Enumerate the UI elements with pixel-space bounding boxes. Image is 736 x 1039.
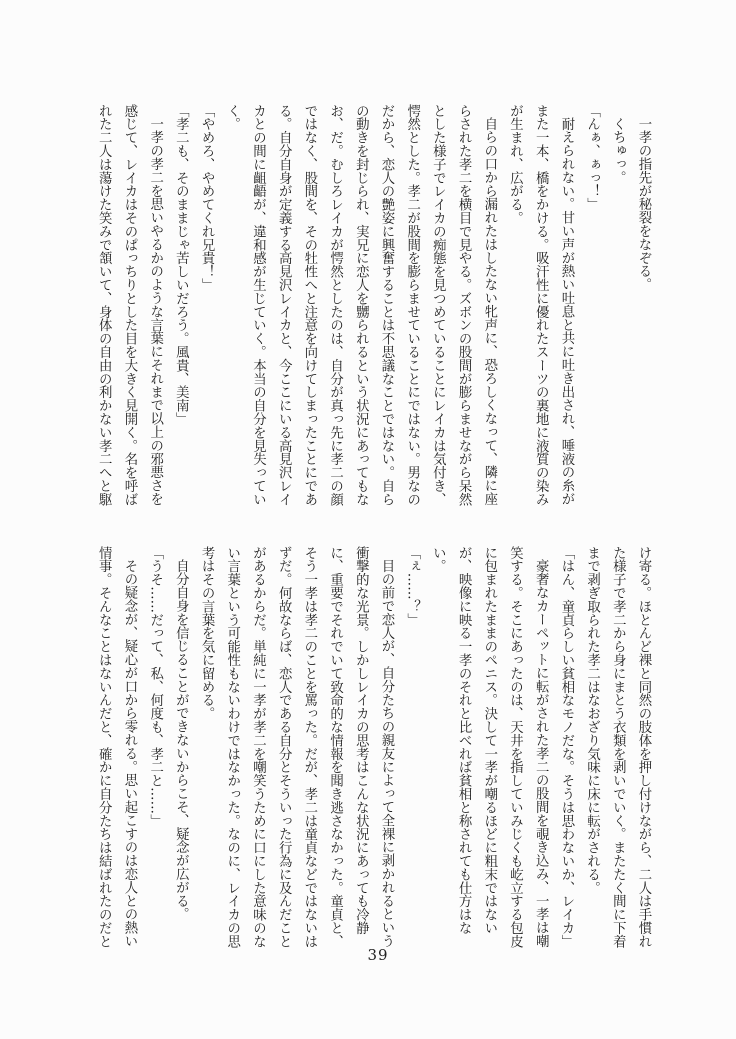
page-number: 39 [367,946,389,964]
paragraph: 一孝の孝二を思いやるかのような言葉にそれまで以上の邪悪さを感じて、レイカはそのぱっちりとした目を大きく見開く。名を呼ばれた二人は蕩けた笑みで頷いて、身体の自由の利かない孝二へと駆 [96,104,163,506]
paragraph: 耐えられない。甘い声が熱い吐息と共に吐き出され、唾液の糸がまた一本、橋をかける。吸汗性に優れたスーツの裏地に液質の染みが生まれ、広がる。 [507,104,574,506]
paragraph: 自らの口から漏れたはしたない牝声に、恐ろしくなって、隣に座らされた孝二を横目で見やる。ズボンの股間が膨らませながら呆然とした様子でレイカの痴態を見つめていることにレイカは気付き、愕然とした。孝二が股間を膨らませていることにではない。男なのだから、恋人の艶姿に興奮することは不思議なことではない。自らの動きを封じられ、実兄に恋人を嬲られるという状況にあってもなお、だ。むしろレイカが愕然としたのは、自分が真っ先に孝二の顔ではなく、股間を、その牡性へと注意を向けてしまったことにである。自分自身が定義する高見沢レイカと、今ここにいる高見沢レイカとの間に齟齬が、違和感が生じていく。本当の自分を見失っていく。 [224,104,497,506]
text-block-bottom [76,546,656,949]
paragraph: 一孝の指先が秘裂をなぞる。 [636,117,651,292]
paragraph: 豪奢なカーペットに転がされた孝二の股間を覗き込み、一孝は嘲笑する。そこにあったのは、天井を指していみじくも屹立する包皮に包まれたままのペニス。決して一孝が嘲るほどに粗末ではないが、映像に映る一孝のそれと比べれば貧相と称されても仕方はない。 [430,546,549,948]
paragraph: その疑念が、疑心が口から零れる。思い起こすのは恋人との熱い情事。そんなことはないんだと、確かに自分たちは結ばれたのだと [96,546,137,948]
paragraph-dialogue: 「はん、童貞らしい貧相なモノだな。そうは思わないか、レイカ」 [558,546,574,948]
text-block-top [76,104,656,507]
paragraph-dialogue: 「んぁ、ぁっ！」 [584,104,600,212]
paragraph-dialogue: 「孝二も、そのままじゃ苦しいだろう。風貴、美南」 [173,104,189,426]
paragraph-dialogue: 「ぇ……？」 [404,546,420,627]
paragraph-dialogue: 「うそ……だって、私、何度も、孝二と……」 [147,546,163,828]
paragraph: 自分自身を信じることができないからこそ、疑念が広がる。 [173,559,189,922]
paragraph: け寄る。ほとんど裸と同然の肢体を押し付けながら、二人は手慣れた様子で孝二から身にまとう衣類を剥いでいく。またたく間に下着まで剥ぎ取られた孝二はなおざり気味に床に転がされる。 [584,546,651,948]
paragraph-dialogue: 「やめろ、やめてくれ兄貴！」 [199,104,215,292]
paragraph: 目の前で恋人が、自分たちの親友によって全裸に剥かれるという衝撃的な光景。しかしレイカの思考はこんな状況にあっても冷静に、重要でそれでいて致命的な情報を聞き逃さなかった。童貞と、そう一孝は孝二のことを罵った。だが、孝二は童貞などではないはずだ。何故ならば、恋人である自分とそういった行為に及んだことがあるからだ。単純に一孝が孝二を嘲笑うために口にした意味のない言葉という可能性もないわけではなかった。なのに、レイカの思考はその言葉を気に留める。 [199,546,394,948]
paragraph: くちゅっ。 [610,117,626,185]
